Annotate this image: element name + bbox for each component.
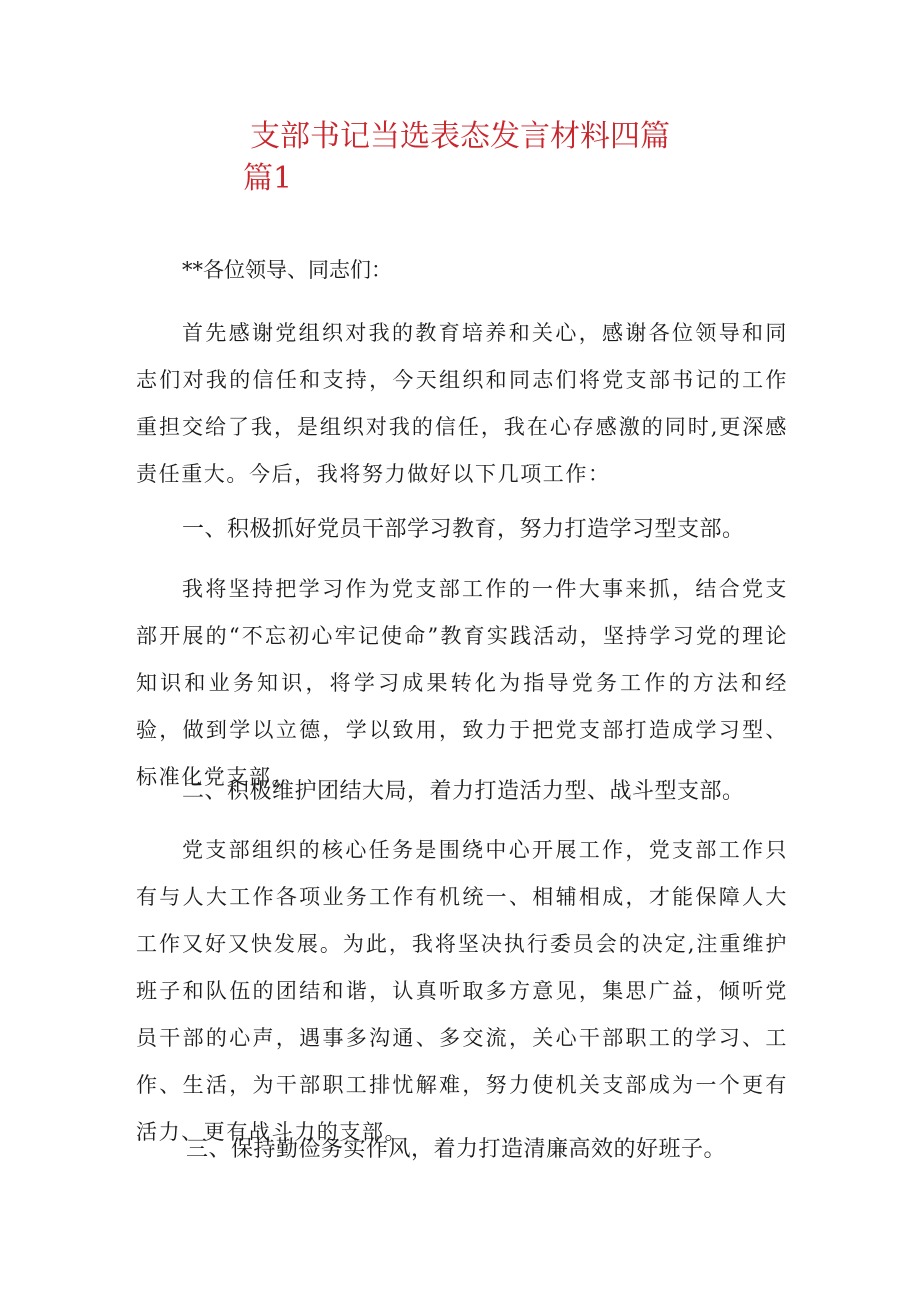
unity-paragraph: 党支部组织的核心任务是围绕中心开展工作，党支部工作只有与人大工作各项业务工作有机统一、相辅相成，才能保障人大工作又好又快发展。为此，我将坚决执行委员会的决定,注重维护班子和队伍的团结和谐，认真听取多方意见，集思广益，倾听党员干部的心声，遇事多沟通、多交流，关心干部职工的学习、工作、生活，为干部职工排忧解难，努力使机关支部成为一个更有活力、更有战斗力的支部。 [136,838,788,1144]
heading-one: 一、积极抓好党员干部学习教育，努力打造学习型支部。 [182,517,745,542]
heading-three: 三、保持勤俭务实作风，着力打造清廉高效的好班子。 [186,1137,727,1162]
intro-paragraph: 首先感谢党组织对我的教育培养和关心，感谢各位领导和同志们对我的信任和支持，今天组织和同志们将党支部书记的工作重担交给了我，是组织对我的信任，我在心存感激的同时,更深感责任重大。今后，我将努力做好以下几项工作： [136,321,788,486]
heading-two: 二、积极维护团结大局，着力打造活力型、战斗型支部。 [182,779,745,804]
document-title: 支部书记当选表态发言材料四篇 [250,119,670,154]
greeting-line: **各位领导、同志们： [182,258,392,282]
study-paragraph: 我将坚持把学习作为党支部工作的一件大事来抓，结合党支部开展的“不忘初心牢记使命”教育实践活动，坚持学习党的理论知识和业务知识，将学习成果转化为指导党务工作的方法和经验，做到学以立德，学以致用，致力于把党支部打造成学习型、标准化党支部。 [136,577,788,789]
section-label: 篇1 [243,161,293,196]
